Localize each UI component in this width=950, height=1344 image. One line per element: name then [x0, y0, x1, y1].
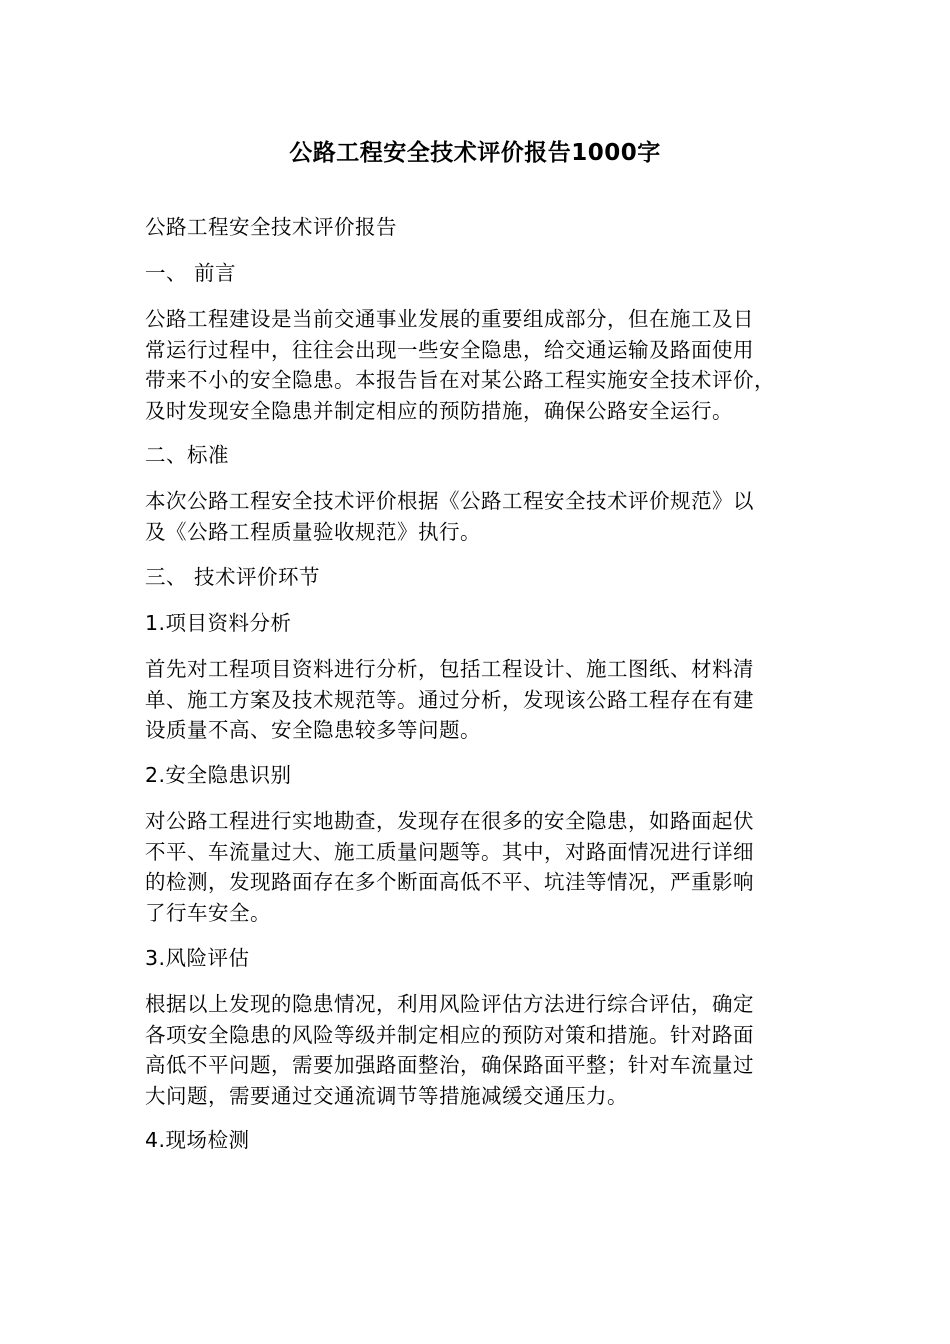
paragraph-line: 大问题，需要通过交通流调节等措施减缓交通压力。 — [145, 1083, 628, 1108]
paragraph-line: 不平、车流量过大、施工质量问题等。其中，对路面情况进行详细 — [145, 839, 754, 864]
section-heading-standards: 二、标准 — [145, 443, 229, 467]
data-analysis-paragraph — [145, 654, 810, 746]
paragraph-line: 及《公路工程质量验收规范》执行。 — [145, 519, 481, 544]
item-heading-site-inspection: 4.现场检测 — [145, 1128, 250, 1152]
paragraph-line: 本次公路工程安全技术评价根据《公路工程安全技术评价规范》以 — [145, 489, 754, 513]
item-heading-hazard-identification: 2.安全隐患识别 — [145, 763, 292, 787]
paragraph-line: 公路工程建设是当前交通事业发展的重要组成部分，但在施工及日 — [145, 307, 754, 331]
paragraph-line: 设质量不高、安全隐患较多等问题。 — [145, 718, 481, 742]
section-heading-evaluation: 三、 技术评价环节 — [145, 565, 321, 589]
paragraph-line: 常运行过程中，往往会出现一些安全隐患，给交通运输及路面使用 — [145, 337, 754, 362]
preface-paragraph — [145, 304, 810, 426]
paragraph-line: 高低不平问题，需要加强路面整治，确保路面平整；针对车流量过 — [145, 1053, 754, 1077]
standards-paragraph — [145, 486, 810, 547]
document-title: 公路工程安全技术评价报告1000字 — [289, 140, 661, 166]
risk-assessment-paragraph — [145, 989, 810, 1111]
paragraph-line: 首先对工程项目资料进行分析，包括工程设计、施工图纸、材料清 — [145, 657, 754, 681]
paragraph-line: 的检测，发现路面存在多个断面高低不平、坑洼等情况，严重影响 — [145, 870, 754, 894]
paragraph-line: 对公路工程进行实地勘查，发现存在很多的安全隐患，如路面起伏 — [145, 809, 754, 833]
paragraph-line: 了行车安全。 — [145, 900, 271, 925]
item-heading-risk-assessment: 3.风险评估 — [145, 946, 250, 970]
hazard-identification-paragraph — [145, 806, 810, 928]
paragraph-line: 根据以上发现的隐患情况，利用风险评估方法进行综合评估，确定 — [145, 992, 754, 1016]
paragraph-line: 各项安全隐患的风险等级并制定相应的预防对策和措施。针对路面 — [145, 1022, 754, 1047]
paragraph-line: 单、施工方案及技术规范等。通过分析，发现该公路工程存在有建 — [145, 687, 754, 712]
paragraph-line: 及时发现安全隐患并制定相应的预防措施，确保公路安全运行。 — [145, 398, 733, 423]
paragraph-line: 带来不小的安全隐患。本报告旨在对某公路工程实施安全技术评价， — [145, 368, 775, 392]
section-heading-preface: 一、 前言 — [145, 261, 237, 285]
document-subtitle: 公路工程安全技术评价报告 — [145, 215, 397, 239]
item-heading-data-analysis: 1.项目资料分析 — [145, 611, 292, 635]
